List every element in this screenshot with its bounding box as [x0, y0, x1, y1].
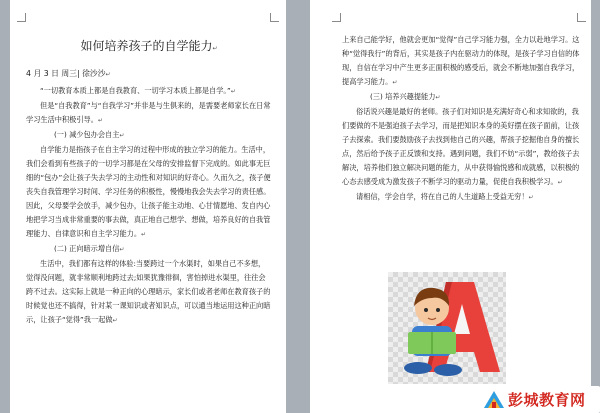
section-heading[interactable]: (一) 减少包办会自主↵ [54, 130, 125, 139]
document-title[interactable]: 如何培养孩子的自学能力↵ [80, 39, 218, 53]
crop-mark [332, 13, 341, 22]
document-page-left [10, 0, 286, 413]
crop-mark [270, 13, 279, 22]
paragraph[interactable]: 俗话说兴趣是最好的老师。孩子们对知识是充满好奇心和求知欲的，我们要做的不是强迫孩子去学习，而是把知识本身的美好摆在孩子面前，让孩子去探索。我们要鼓励孩子去找到他自己的兴趣，帮孩子挖掘他自身的擅长点，然后给予孩子正反馈和支持。遇到问题，我们不妨“示弱”，教给孩子去解决，培养他们独立解决问题的能力，从中获得愉悦感和成就感，以积极的心态去感受成为激发孩子不断学习的驱动力量，促使自我积极学习。↵ [342, 107, 580, 186]
logo-icon [482, 389, 506, 410]
watermark-text: 彭城教育网 [508, 391, 586, 409]
paragraph-mark: ↵ [435, 94, 441, 101]
paragraph[interactable]: 但是“自我教育”与“自我学习”并非是与生俱来的，是需要老师家长在日常学习生活中积极引导。↵ [26, 101, 271, 124]
paragraph-mark: ↵ [119, 246, 125, 253]
paragraph-mark: ↵ [528, 194, 534, 201]
paragraph[interactable]: 生活中，我们都有这样的体验:当要跨过一个水渠时，如果自己不多想，觉得没问题，就非常顺利地跨过去;如果犹豫徘徊，害怕掉进水渠里，往往会跨不过去。这实际上就是一种正向的心理暗示，家长们或者老师在教育孩子的时候觉也还不搞得，针对某一课知识或者知识点，可以通当地运用这种正向暗示，让孩子“觉得”我一起做↵ [26, 259, 271, 324]
paragraph[interactable]: “一切教育本质上都是自我教育、一切学习本质上都是自学。”↵ [40, 86, 236, 95]
paragraph-mark: ↵ [112, 317, 118, 324]
paragraph-mark: ↵ [557, 179, 563, 186]
date-line[interactable]: 4 月 3 日 周三| 徐沙沙↵ [26, 69, 111, 78]
section-heading[interactable]: (二) 正向暗示增自信↵ [54, 244, 125, 253]
paragraph-mark: ↵ [97, 117, 103, 124]
paragraph[interactable]: 请相信，学会自学，将在自己的人生道路上受益无穷！↵ [356, 192, 534, 201]
cartoon-boy-reading-image[interactable] [388, 272, 506, 384]
paragraph-mark: ↵ [392, 79, 398, 86]
section-heading[interactable]: (三) 培养兴趣提能力↵ [370, 92, 441, 101]
paragraph[interactable]: 上来自己能学好，他就会更加“觉得”自己学习能力强，全力以赴地学习。这种“觉得我行”的背后，其实是孩子内在驱动力的体现，是孩子学习自信的体现，自信在学习中产生更多正面积极的感受后，就会不断地加强自我学习，提高学习能力。↵ [342, 35, 580, 86]
paragraph-mark: ↵ [119, 132, 125, 139]
watermark-logo [478, 386, 600, 413]
boy-with-letter-a-icon [388, 272, 506, 384]
paragraph-mark: ↵ [230, 88, 236, 95]
paragraph-mark: ↵ [105, 71, 111, 78]
crop-mark [577, 13, 586, 22]
paragraph[interactable]: 自学能力是指孩子在自主学习的过程中形成的独立学习的能力。生活中，我们会看到有些孩子的一切学习都是在父母的安排监督下完成的。如此事无巨细的“包办”会让孩子失去学习的主动性和对知识的好奇心。久而久之，孩子便丧失自我管理学习时间、学习任务的积极性，慢慢地我会失去学习的责任感。因此，父母要学会放手，减少包办，让孩子能主动地、心甘情愿地、发自内心地把学习当成非常重要的事去做，真正地自己想学、想做，培养良好的自我管理能力、自律意识和自主学习能力。↵ [26, 145, 271, 238]
paragraph-mark: ↵ [141, 231, 147, 238]
crop-mark [17, 13, 26, 22]
